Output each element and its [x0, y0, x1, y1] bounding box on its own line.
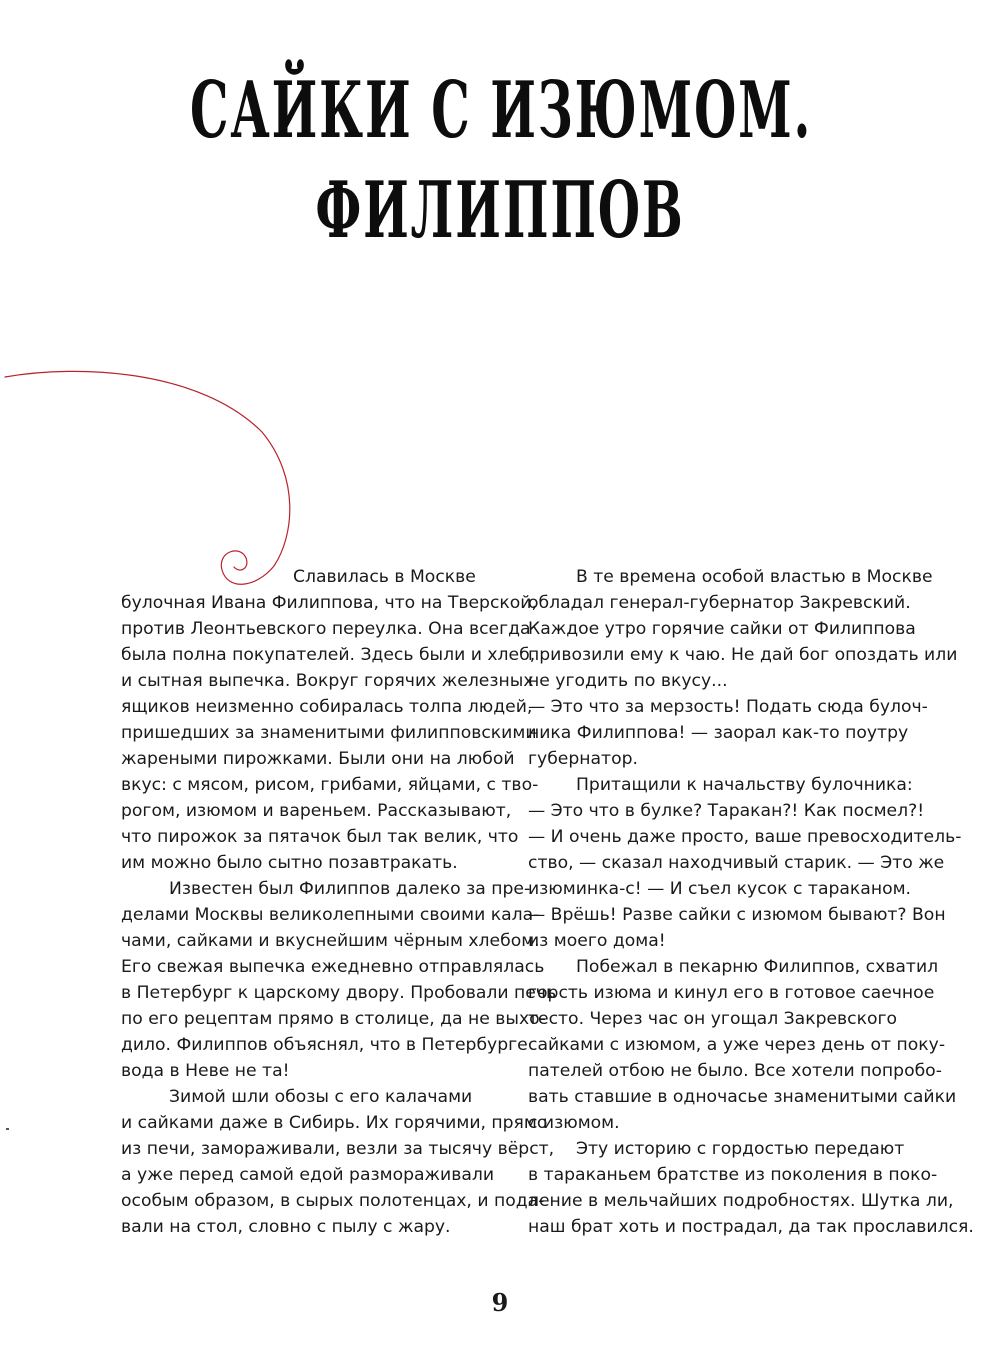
text-line: и сайками даже в Сибирь. Их горячими, прямо	[121, 1113, 548, 1133]
text-line: пателей отбою не было. Все хотели попробо-	[528, 1061, 942, 1081]
text-line: вать ставшие в одночасье знаменитыми сайки	[528, 1087, 957, 1107]
text-line: по его рецептам прямо в столице, да не выхо-	[121, 1009, 546, 1029]
text-line: Притащили к начальству булочника:	[576, 775, 913, 795]
text-line: Побежал в пекарню Филиппов, схватил	[576, 957, 939, 977]
chapter-title-line-2: ФИЛИППОВ	[315, 165, 685, 257]
left-text-column	[121, 564, 557, 1240]
text-line: вали на стол, словно с пылу с жару.	[121, 1217, 451, 1237]
text-line: ство, — сказал находчивый старик. — Это же	[528, 853, 945, 873]
text-line: — Врёшь! Разве сайки с изюмом бывают? Вон	[528, 905, 946, 925]
text-line: жареными пирожками. Были они на любой	[121, 749, 515, 769]
page-number: 9	[491, 1288, 509, 1317]
text-line: особым образом, в сырых полотенцах, и пода-	[121, 1191, 545, 1211]
text-line: с изюмом.	[528, 1113, 620, 1133]
text-line: против Леонтьевского переулка. Она всегда	[121, 619, 531, 639]
text-line: из печи, замораживали, везли за тысячу вёрст,	[121, 1139, 555, 1159]
text-line: ящиков неизменно собиралась толпа людей,	[121, 697, 533, 717]
text-line: Каждое утро горячие сайки от Филиппова	[528, 619, 916, 639]
right-text-column	[528, 564, 973, 1240]
text-line: делами Москвы великолепными своими кала-	[121, 905, 540, 925]
text-line: пришедших за знаменитыми филипповскими	[121, 723, 537, 743]
text-line: — И очень даже просто, ваше превосходитель-	[528, 827, 962, 847]
text-line: В те времена особой властью в Москве	[576, 567, 933, 587]
text-line: — Это что в булке? Таракан?! Как посмел?!	[528, 801, 925, 821]
text-line: Его свежая выпечка ежедневно отправлялась	[121, 957, 545, 977]
text-line: сайками с изюмом, а уже через день от поку-	[528, 1035, 946, 1055]
text-line: в Петербург к царскому двору. Пробовали печь	[121, 983, 557, 1003]
text-line: из моего дома!	[528, 931, 666, 951]
text-line: губернатор.	[528, 749, 638, 769]
text-line: булочная Ивана Филиппова, что на Тверской,	[121, 593, 537, 613]
print-speck	[6, 1128, 9, 1130]
text-line: не угодить по вкусу...	[528, 671, 728, 691]
text-line: тесто. Через час он угощал Закревского	[528, 1009, 898, 1029]
text-line: ление в мельчайших подробностях. Шутка ли,	[528, 1191, 954, 1211]
text-line: им можно было сытно позавтракать.	[121, 853, 458, 873]
text-line: ника Филиппова! — заорал как-то поутру	[528, 723, 909, 743]
text-line: а уже перед самой едой размораживали	[121, 1165, 495, 1185]
chapter-title-line-1: САЙКИ С ИЗЮМОМ.	[190, 65, 813, 157]
text-line: Славилась в Москве	[293, 567, 476, 587]
text-line: горсть изюма и кинул его в готовое саечное	[528, 983, 935, 1003]
text-line: Эту историю с гордостью передают	[576, 1139, 905, 1159]
text-line: вкус: с мясом, рисом, грибами, яйцами, с тво-	[121, 775, 539, 795]
text-line: что пирожок за пятачок был так велик, что	[121, 827, 519, 847]
text-line: дило. Филиппов объяснял, что в Петербурге	[121, 1035, 528, 1055]
text-line: обладал генерал-губернатор Закревский.	[528, 593, 911, 613]
text-line: Известен был Филиппов далеко за пре-	[169, 879, 531, 899]
text-line: привозили ему к чаю. Не дай бог опоздать или	[528, 645, 958, 665]
text-line: наш брат хоть и пострадал, да так прославился.	[528, 1217, 974, 1237]
text-line: изюминка-с! — И съел кусок с тараканом.	[528, 879, 912, 899]
text-line: в тараканьем братстве из поколения в поко-	[528, 1165, 938, 1185]
text-line: рогом, изюмом и вареньем. Рассказывают,	[121, 801, 512, 821]
chapter-title	[0, 61, 1000, 261]
text-line: вода в Неве не та!	[121, 1061, 290, 1081]
text-line: чами, сайками и вкуснейшим чёрным хлебом.	[121, 931, 540, 951]
text-line: Зимой шли обозы с его калачами	[169, 1087, 473, 1107]
text-line: была полна покупателей. Здесь были и хлеб,	[121, 645, 536, 665]
text-line: и сытная выпечка. Вокруг горячих железных	[121, 671, 534, 691]
text-line: — Это что за мерзость! Подать сюда булоч-	[528, 697, 928, 717]
